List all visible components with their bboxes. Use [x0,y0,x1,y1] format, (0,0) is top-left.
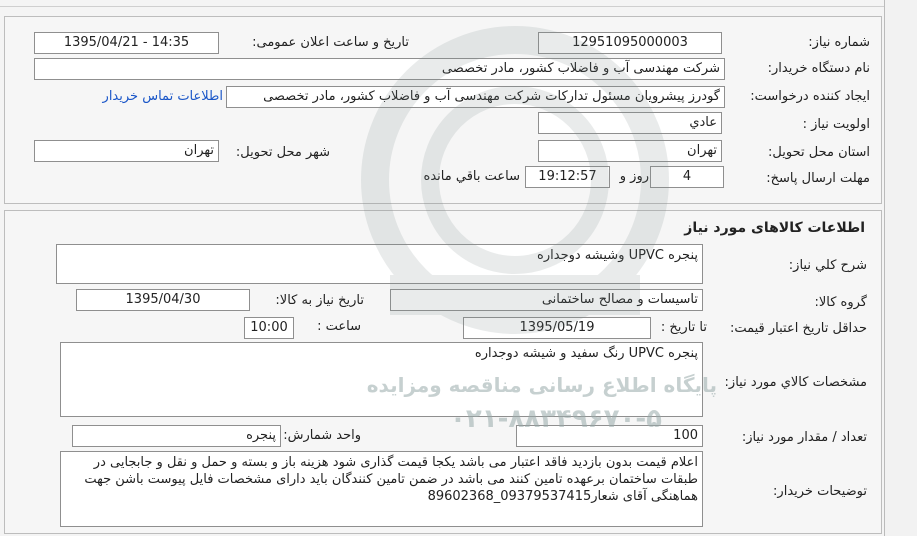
group-label: گروه کالا: [814,295,867,310]
buyer-contact-link[interactable]: اطلاعات تماس خریدار [102,89,223,104]
province-label: استان محل تحویل: [768,145,870,160]
announce-label: تاریخ و ساعت اعلان عمومی: [252,35,409,50]
specs-field: پنجره UPVC رنگ سفید و شیشه دوجداره [60,342,703,417]
unit-label: واحد شمارش: [283,428,361,443]
goods-section-title: اطلاعات کالاهای مورد نیاز [684,220,865,236]
deadline-label: مهلت ارسال پاسخ: [766,171,870,186]
notes-label: توضیحات خریدار: [773,484,867,499]
priority-label: اولویت نیاز : [802,117,870,132]
summary-field: پنجره UPVC وشیشه دوجداره [56,244,703,284]
province-field: تهران [538,140,722,162]
priority-field: عادي [538,112,722,134]
min-price-label: حداقل تاریخ اعتبار قیمت: [729,321,867,336]
watermark-site: پایگاه اطلاع رسانی مناقصه ومزایده [366,373,717,397]
qty-label: تعداد / مقدار مورد نیاز: [741,430,867,445]
unit-field: پنجره [72,425,281,447]
group-field: تاسیسات و مصالح ساختمانی [390,289,703,311]
time-left-field: 19:12:57 [525,166,610,188]
need-date-field: 1395/04/30 [76,289,250,311]
days-field: 4 [650,166,724,188]
summary-label: شرح کلي نیاز: [788,258,867,273]
hour-field: 10:00 [244,317,294,339]
time-left-suffix: ساعت باقي مانده [423,169,520,184]
notes-field: اعلام قیمت بدون بازدید فاقد اعتبار می باشد یکجا قیمت گذاری شود هزینه باز و بسته و حمل و نقل و جابجایی در طبقات ساختمان برعهده تامین کنند می باشد در ضمن تامین کنندگان باید دارای مشخصات فایل پیوست باشن جهت هماهنگی آقای شعار09379537415_89602368 [60,451,703,527]
need-number-field: 12951095000003 [538,32,722,54]
city-label: شهر محل تحویل: [235,145,330,160]
buyer-org-label: نام دستگاه خریدار: [767,61,870,76]
until-date-field: 1395/05/19 [463,317,651,339]
buyer-org-field: شرکت مهندسی آب و فاضلاب کشور، مادر تخصصی [34,58,725,80]
until-date-label: تا تاریخ : [660,320,707,335]
city-field: تهران [34,140,219,162]
need-number-label: شماره نیاز: [808,35,870,50]
creator-field: گودرز پیشرویان مسئول تدارکات شرکت مهندسی آب و فاضلاب کشور، مادر تخصصی [226,86,725,108]
days-suffix: روز و [619,169,649,184]
top-divider [0,6,884,7]
need-date-label: تاریخ نیاز به کالا: [275,293,364,308]
qty-field: 100 [516,425,703,447]
creator-label: ایجاد کننده درخواست: [750,89,870,104]
specs-label: مشخصات کالاي مورد نیاز: [724,375,867,390]
hour-label: ساعت : [317,319,361,334]
announce-field: 1395/04/21 - 14:35 [34,32,219,54]
watermark-phone: ۰۲۱-۸۸۳۴۹۶۷۰-۵ [449,404,662,434]
